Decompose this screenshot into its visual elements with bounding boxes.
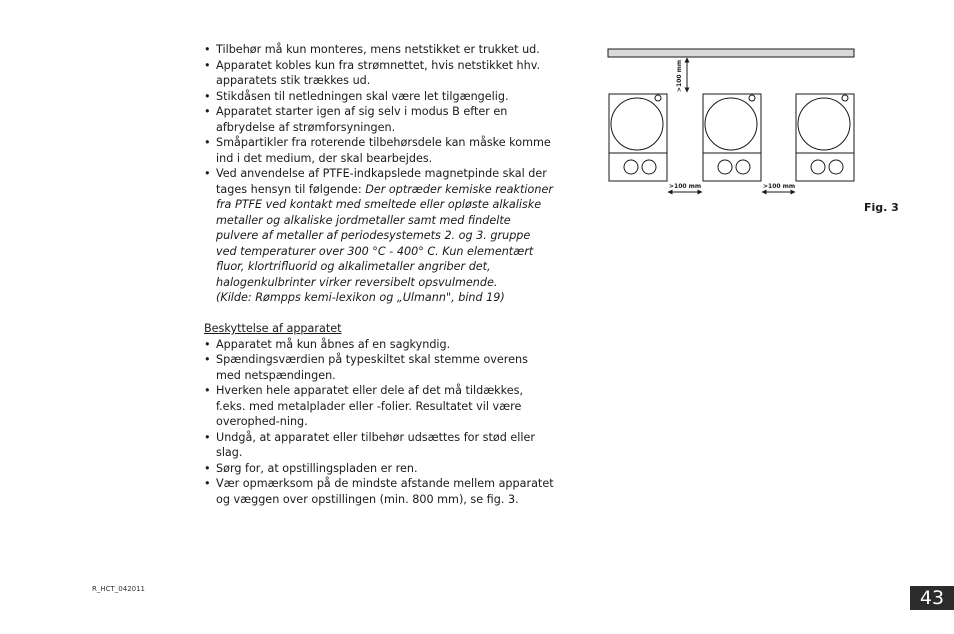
protection-list	[204, 337, 554, 508]
dim-gap-2-label: >100 mm	[763, 183, 796, 190]
ptfe-lead: Ved anvendelse af PTFE-indkapslede magnetpinde skal der tages hensyn til følgende:	[216, 167, 547, 196]
list-item: • Undgå, at apparatet eller tilbehør udsættes for stød eller slag.	[204, 430, 535, 459]
page-number: 43	[910, 586, 954, 610]
list-item: • Apparatet kobles kun fra strømnettet, hvis netstikket hhv. apparatets stik trækkes ud.	[204, 58, 541, 87]
wall-bar	[608, 49, 854, 57]
list-item: • Stikdåsen til netledningen skal være let tilgængelig.	[204, 89, 509, 103]
clearance-figure	[600, 44, 862, 196]
list-item-ptfe: • Ved anvendelse af PTFE-indkapslede magnetpinde skal der tages hensyn til følgende: Der optræder kemiske reaktioner fra PTFE ved kontakt med smeltede eller opløste alkaliske metaller og alkaliske jordmetaller samt med findelte pulvere af metaller af periodesystemets 2. og 3. gruppe ved temperaturer over 300 °C - 400° C. Kun elementært fluor, klortrifluorid og alkalimetaller angriber det, halogenkulbrinter virker reversibelt opsvulmende. (Kilde: Rømpps kemi-lexikon og „Ulmann", bind 19)	[204, 167, 553, 304]
list-item: • Apparatet må kun åbnes af en sagkyndig.	[204, 337, 451, 351]
list-item: • Vær opmærksom på de mindste afstande mellem apparatet og væggen over opstillingen (min. 800 mm), se fig. 3.	[204, 477, 554, 506]
ptfe-italic: Der optræder kemiske reaktioner fra PTFE ved kontakt med smeltede eller opløste alkaliske metaller og alkaliske jordmetaller samt med findelte pulvere af metaller af periodesystemets 2. og 3. gruppe ved temperaturer over 300 °C - 400° C. Kun elementært fluor, klortrifluorid og alkalimetaller angriber det, halogenkulbrinter virker reversibelt opsvulmende.	[216, 182, 553, 289]
safety-list	[204, 42, 554, 306]
text-column	[204, 42, 554, 507]
list-item: • Apparatet starter igen af sig selv i modus B efter en afbrydelse af strømforsyningen.	[204, 105, 508, 134]
section-heading: Beskyttelse af apparatet	[204, 322, 342, 335]
list-item: • Tilbehør må kun monteres, mens netstikket er trukket ud.	[204, 43, 540, 56]
dim-vertical-label: >100 mm	[676, 59, 683, 92]
device-1	[609, 94, 667, 181]
figure-label: Fig. 3	[864, 201, 899, 214]
device-3	[796, 94, 854, 181]
dim-gap-1-label: >100 mm	[669, 183, 702, 190]
list-item: • Spændingsværdien på typeskiltet skal stemme overens med netspændingen.	[204, 353, 528, 382]
list-item: • Sørg for, at opstillingspladen er ren.	[204, 461, 418, 475]
device-2	[703, 94, 761, 181]
footer-code: R_HCT_042011	[92, 585, 146, 593]
list-item: • Småpartikler fra roterende tilbehørsdele kan måske komme ind i det medium, der skal bearbejdes.	[204, 136, 551, 165]
list-item: • Hverken hele apparatet eller dele af det må tildækkes, f.eks. med metalplader eller -folier. Resultatet vil være overophed-ning.	[204, 384, 523, 428]
ptfe-source: (Kilde: Rømpps kemi-lexikon og „Ulmann", bind 19)	[216, 291, 505, 304]
